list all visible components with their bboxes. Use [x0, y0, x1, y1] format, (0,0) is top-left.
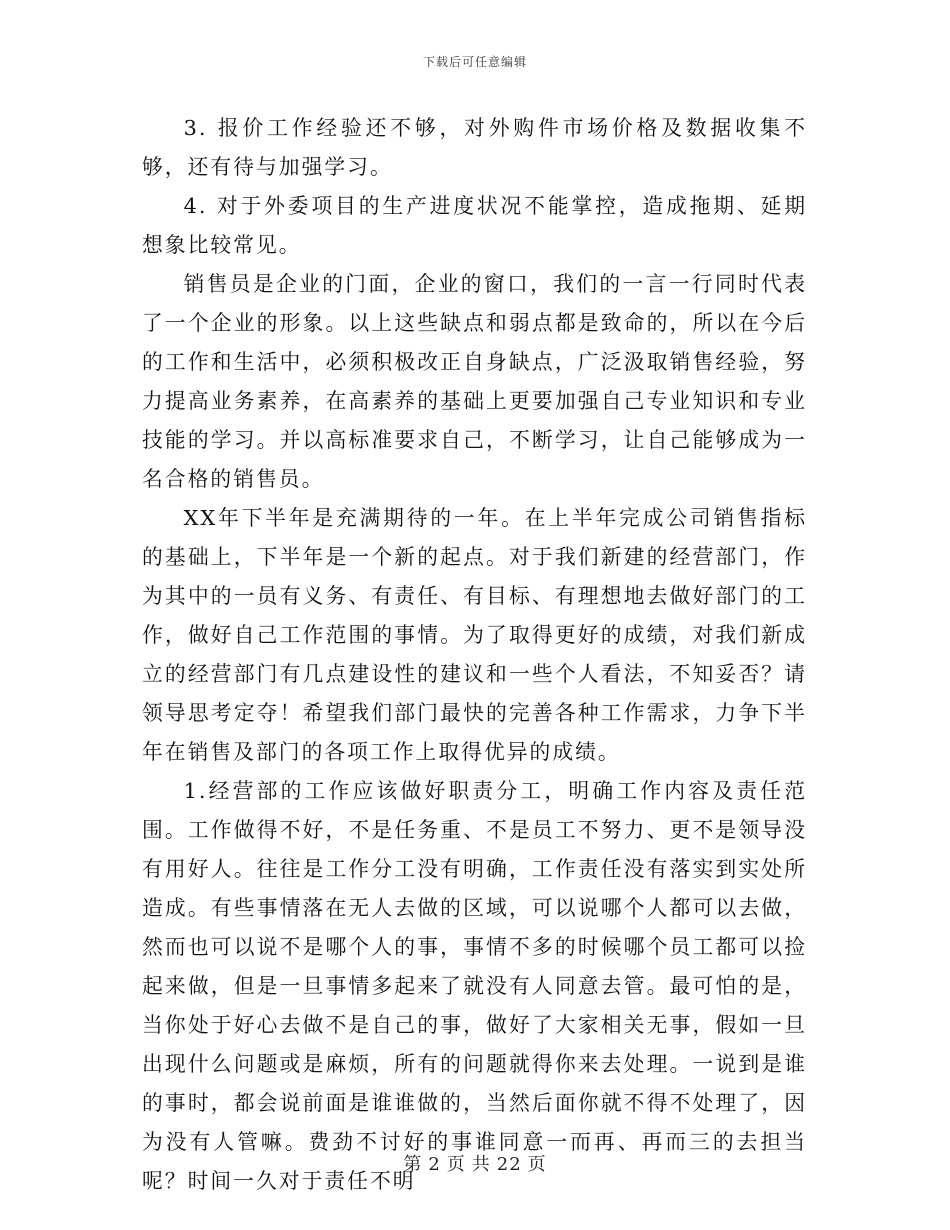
paragraph-4: XX年下半年是充满期待的一年。在上半年完成公司销售指标的基础上，下半年是一个新的起点。对于我们新建的经营部门，作为其中的一员有义务、有责任、有目标、有理想地去做好部门的工作，做好自己工作范围的事情。为了取得更好的成绩，对我们新成立的经营部门有几点建设性的建议和一些个人看法，不知妥否？请领导思考定夺！希望我们部门最快的完善各种工作需求，力争下半年在销售及部门的各项工作上取得优异的成绩。: [142, 506, 807, 764]
footer-total-unit: 页: [527, 1154, 547, 1175]
footer-prefix: 第: [403, 1154, 423, 1175]
paragraph-2: 4. 对于外委项目的生产进度状况不能掌控，造成拖期、延期想象比较常见。: [142, 194, 807, 257]
paragraph-5: 1.经营部的工作应该做好职责分工，明确工作内容及责任范围。工作做得不好，不是任务重、不是员工不努力、更不是领导没有用好人。往往是工作分工没有明确，工作责任没有落实到实处所造成。有些事情落在无人去做的区域，可以说哪个人都可以去做，然而也可以说不是哪个人的事，事情不多的时候哪个员工都可以捡起来做，但是一旦事情多起来了就没有人同意去管。最可怕的是，当你处于好心去做不是自己的事，做好了大家相关无事，假如一旦出现什么问题或是麻烦，所有的问题就得你来去处理。一说到是谁的事时，都会说前面是谁谁做的，当然后面你就不得不处理了，因为没有人管嘛。费劲不讨好的事谁同意一而再、再而三的去担当呢？时间一久对于责任不明: [142, 779, 807, 1193]
footer-total-pages: 22: [496, 1154, 522, 1175]
footer-total-label: 共: [471, 1154, 491, 1175]
document-body: [142, 109, 807, 1201]
footer-page-number: 2: [428, 1154, 441, 1175]
footer-page-unit: 页: [446, 1154, 466, 1175]
page-header: 下载后可任意编辑: [422, 55, 527, 69]
page-footer: [0, 1150, 950, 1176]
paragraph-1: 3. 报价工作经验还不够，对外购件市场价格及数据收集不够，还有待与加强学习。: [142, 116, 807, 179]
paragraph-3: 销售员是企业的门面，企业的窗口，我们的一言一行同时代表了一个企业的形象。以上这些缺点和弱点都是致命的，所以在今后的工作和生活中，必须积极改正自身缺点，广泛汲取销售经验，努力提高业务素养，在高素养的基础上更要加强自己专业知识和专业技能的学习。并以高标准要求自己，不断学习，让自己能够成为一名合格的销售员。: [142, 272, 807, 491]
